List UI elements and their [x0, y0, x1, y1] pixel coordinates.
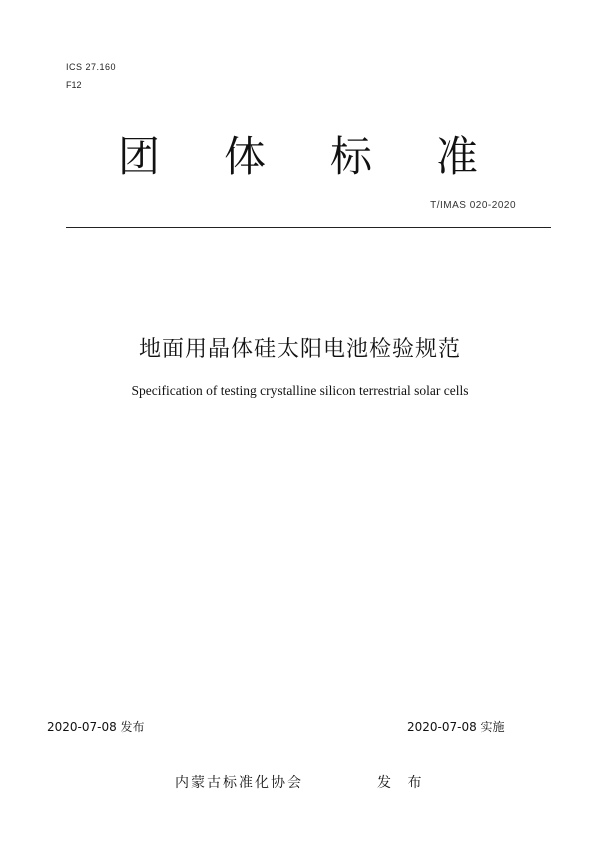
- document-title-english: Specification of testing crystalline silicon terrestrial solar cells: [131, 383, 469, 398]
- header-divider: [66, 227, 551, 228]
- standard-type-char: 体: [223, 132, 266, 181]
- standard-type-heading: [118, 130, 478, 184]
- standard-type-char: 标: [329, 132, 372, 181]
- classification-code: F12: [66, 80, 82, 90]
- implementation-date: 2020-07-08 实施: [407, 720, 505, 734]
- release-date: 2020-07-08 发布: [47, 720, 145, 734]
- document-title-chinese: 地面用晶体硅太阳电池检验规范: [138, 337, 461, 362]
- document-code: T/IMAS 020-2020: [430, 200, 516, 211]
- publish-label: 发 布: [377, 775, 428, 791]
- standard-type-char: 团: [118, 132, 161, 181]
- publisher-name: 内蒙古标准化协会: [175, 775, 303, 791]
- standard-type-char: 准: [435, 132, 478, 181]
- ics-code: ICS 27.160: [66, 62, 117, 72]
